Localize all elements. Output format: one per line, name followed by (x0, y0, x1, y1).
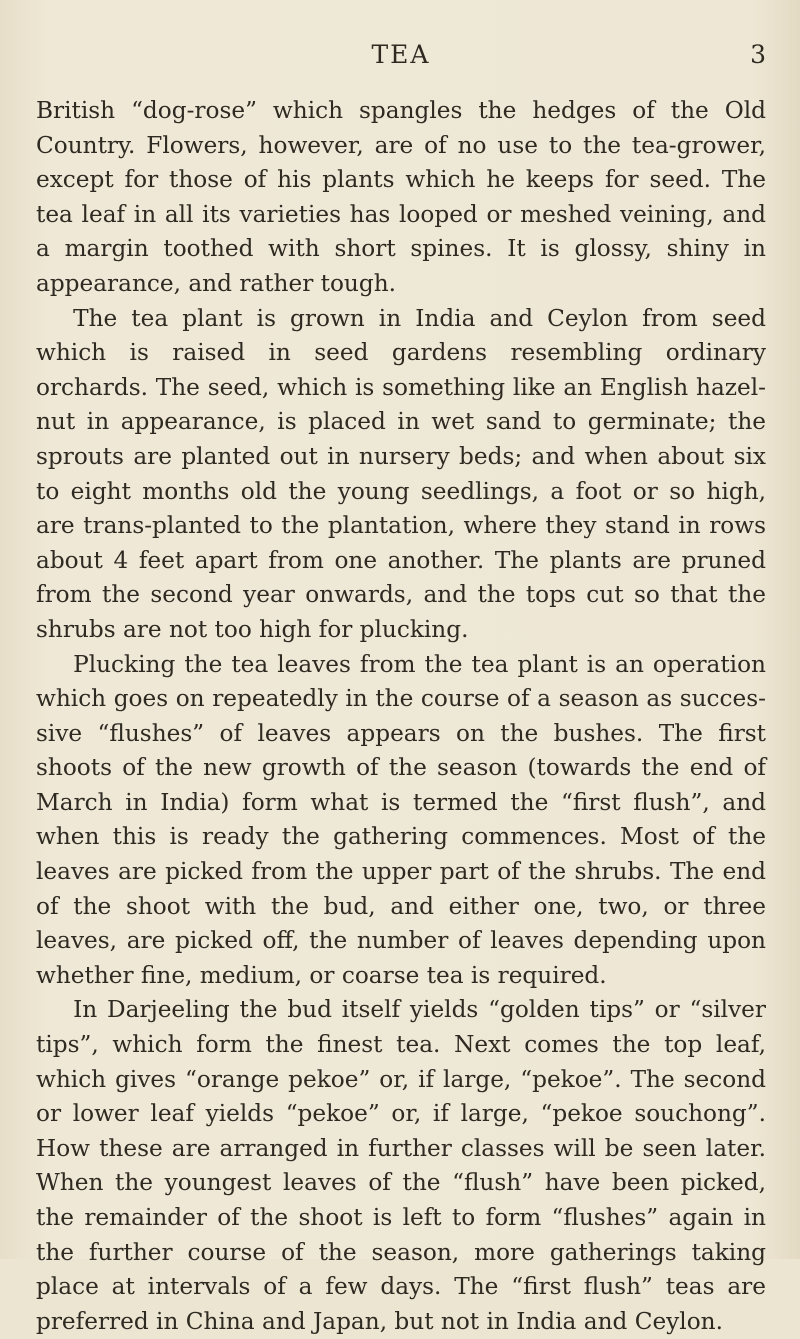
body-text (36, 94, 766, 1339)
paragraph: British “dog-rose” which spangles the hedges of the Old Country. Flowers, however, are of no use to the tea-grower, except for those of his plants which he keeps for seed. The tea leaf in all its varieties has looped or meshed veining, and a margin toothed with short spines. It is glossy, shiny in appearance, and rather tough. (36, 97, 766, 297)
page-number: 3 (750, 40, 766, 69)
paragraph: In Darjeeling the bud itself yields “golden tips” or “silver tips”, which form the finest tea. Next comes the top leaf, which gives “orange pekoe” or, if large, “pekoe”. The second or lower leaf yields “pekoe” or, if large, “pekoe souchong”. How these are arranged in further classes will be seen later. When the youngest leaves of the “flush” have been picked, the remainder of the shoot is left to form “flushes” again in the further course of the season, more gatherings taking place at intervals of a few days. The “first flush” teas are preferred in China and Japan, but not in India and Ceylon. (36, 996, 766, 1335)
page-header (36, 40, 766, 80)
paragraph: Plucking the tea leaves from the tea plant is an operation which goes on repeatedly in the course of a season as succes-sive “flushes” of leaves appears on the bushes. The first shoots of the new growth of the season (towards the end of March in India) form what is termed the “first flush”, and when this is ready the gathering commences. Most of the leaves are picked from the upper part of the shrubs. The end of the shoot with the bud, and either one, two, or three leaves, are picked off, the number of leaves depending upon whether fine, medium, or coarse tea is required. (36, 650, 766, 989)
running-title: TEA (371, 40, 431, 69)
paragraph: The tea plant is grown in India and Ceylon from seed which is raised in seed gardens resembling ordinary orchards. The seed, which is something like an English hazel-nut in appearance, is placed in wet sand to germinate; the sprouts are planted out in nursery beds; and when about six to eight months old the young seedlings, a foot or so high, are trans-planted to the plantation, where they stand in rows about 4 feet apart from one another. The plants are pruned from the second year onwards, and the tops cut so that the shrubs are not too high for plucking. (36, 304, 766, 643)
